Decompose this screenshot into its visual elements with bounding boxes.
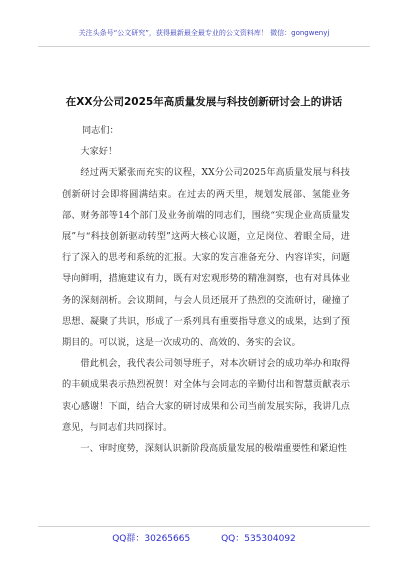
document-title: 在XX分公司2025年高质量发展与科技创新研讨会上的讲话 — [65, 96, 343, 108]
footer-qq-group: QQ群：30265665 — [112, 534, 191, 544]
paragraph: 借此机会，我代表公司领导班子，对本次研讨会的成功举办和取得的丰硕成果表示热烈祝贺！对全体与会同志的辛勤付出和智慧贡献表示衷心感谢！下面，结合大家的研讨成果和公司当前发展实际，我讲几点意见，与同志们共同探讨。 — [62, 358, 350, 433]
greeting: 大家好！ — [80, 146, 118, 158]
footer-divider — [38, 526, 370, 527]
salutation: 同志们： — [82, 125, 119, 136]
footer — [0, 531, 408, 544]
section-heading: 一、审时度势，深刻认识新阶段高质量发展的极端重要性和紧迫性 — [80, 443, 347, 455]
paragraph: 经过两天紧张而充实的议程，XX分公司2025年高质量发展与科技创新研讨会即将圆满结束。在过去的两天里，规划发展部、氢能业务部、财务部等14个部门及业务前端的同志们，围绕“实现企业高质量发展”与“科技创新驱动转型”这两大核心议题，立足岗位、着眼全局，进行了深入的思考和系统的汇报。大家的发言准备充分、内容详实，问题导向鲜明，措施建议有力，既有对宏观形势的精准洞察，也有对具体业务的深刻剖析。会议期间，与会人员还展开了热烈的交流研讨，碰撞了思想、凝聚了共识，形成了一系列具有重要指导意义的成果，达到了预期目的。可以说，这是一次成功的、高效的、务实的会议。 — [62, 167, 350, 349]
header-divider — [38, 46, 370, 47]
document-body — [62, 120, 350, 459]
footer-qq: QQ：535304092 — [221, 534, 296, 544]
header-banner: 关注头条号“公文研究”，获得最新最全最专业的公文资料库！ 微信：gongwenyj — [78, 29, 330, 37]
